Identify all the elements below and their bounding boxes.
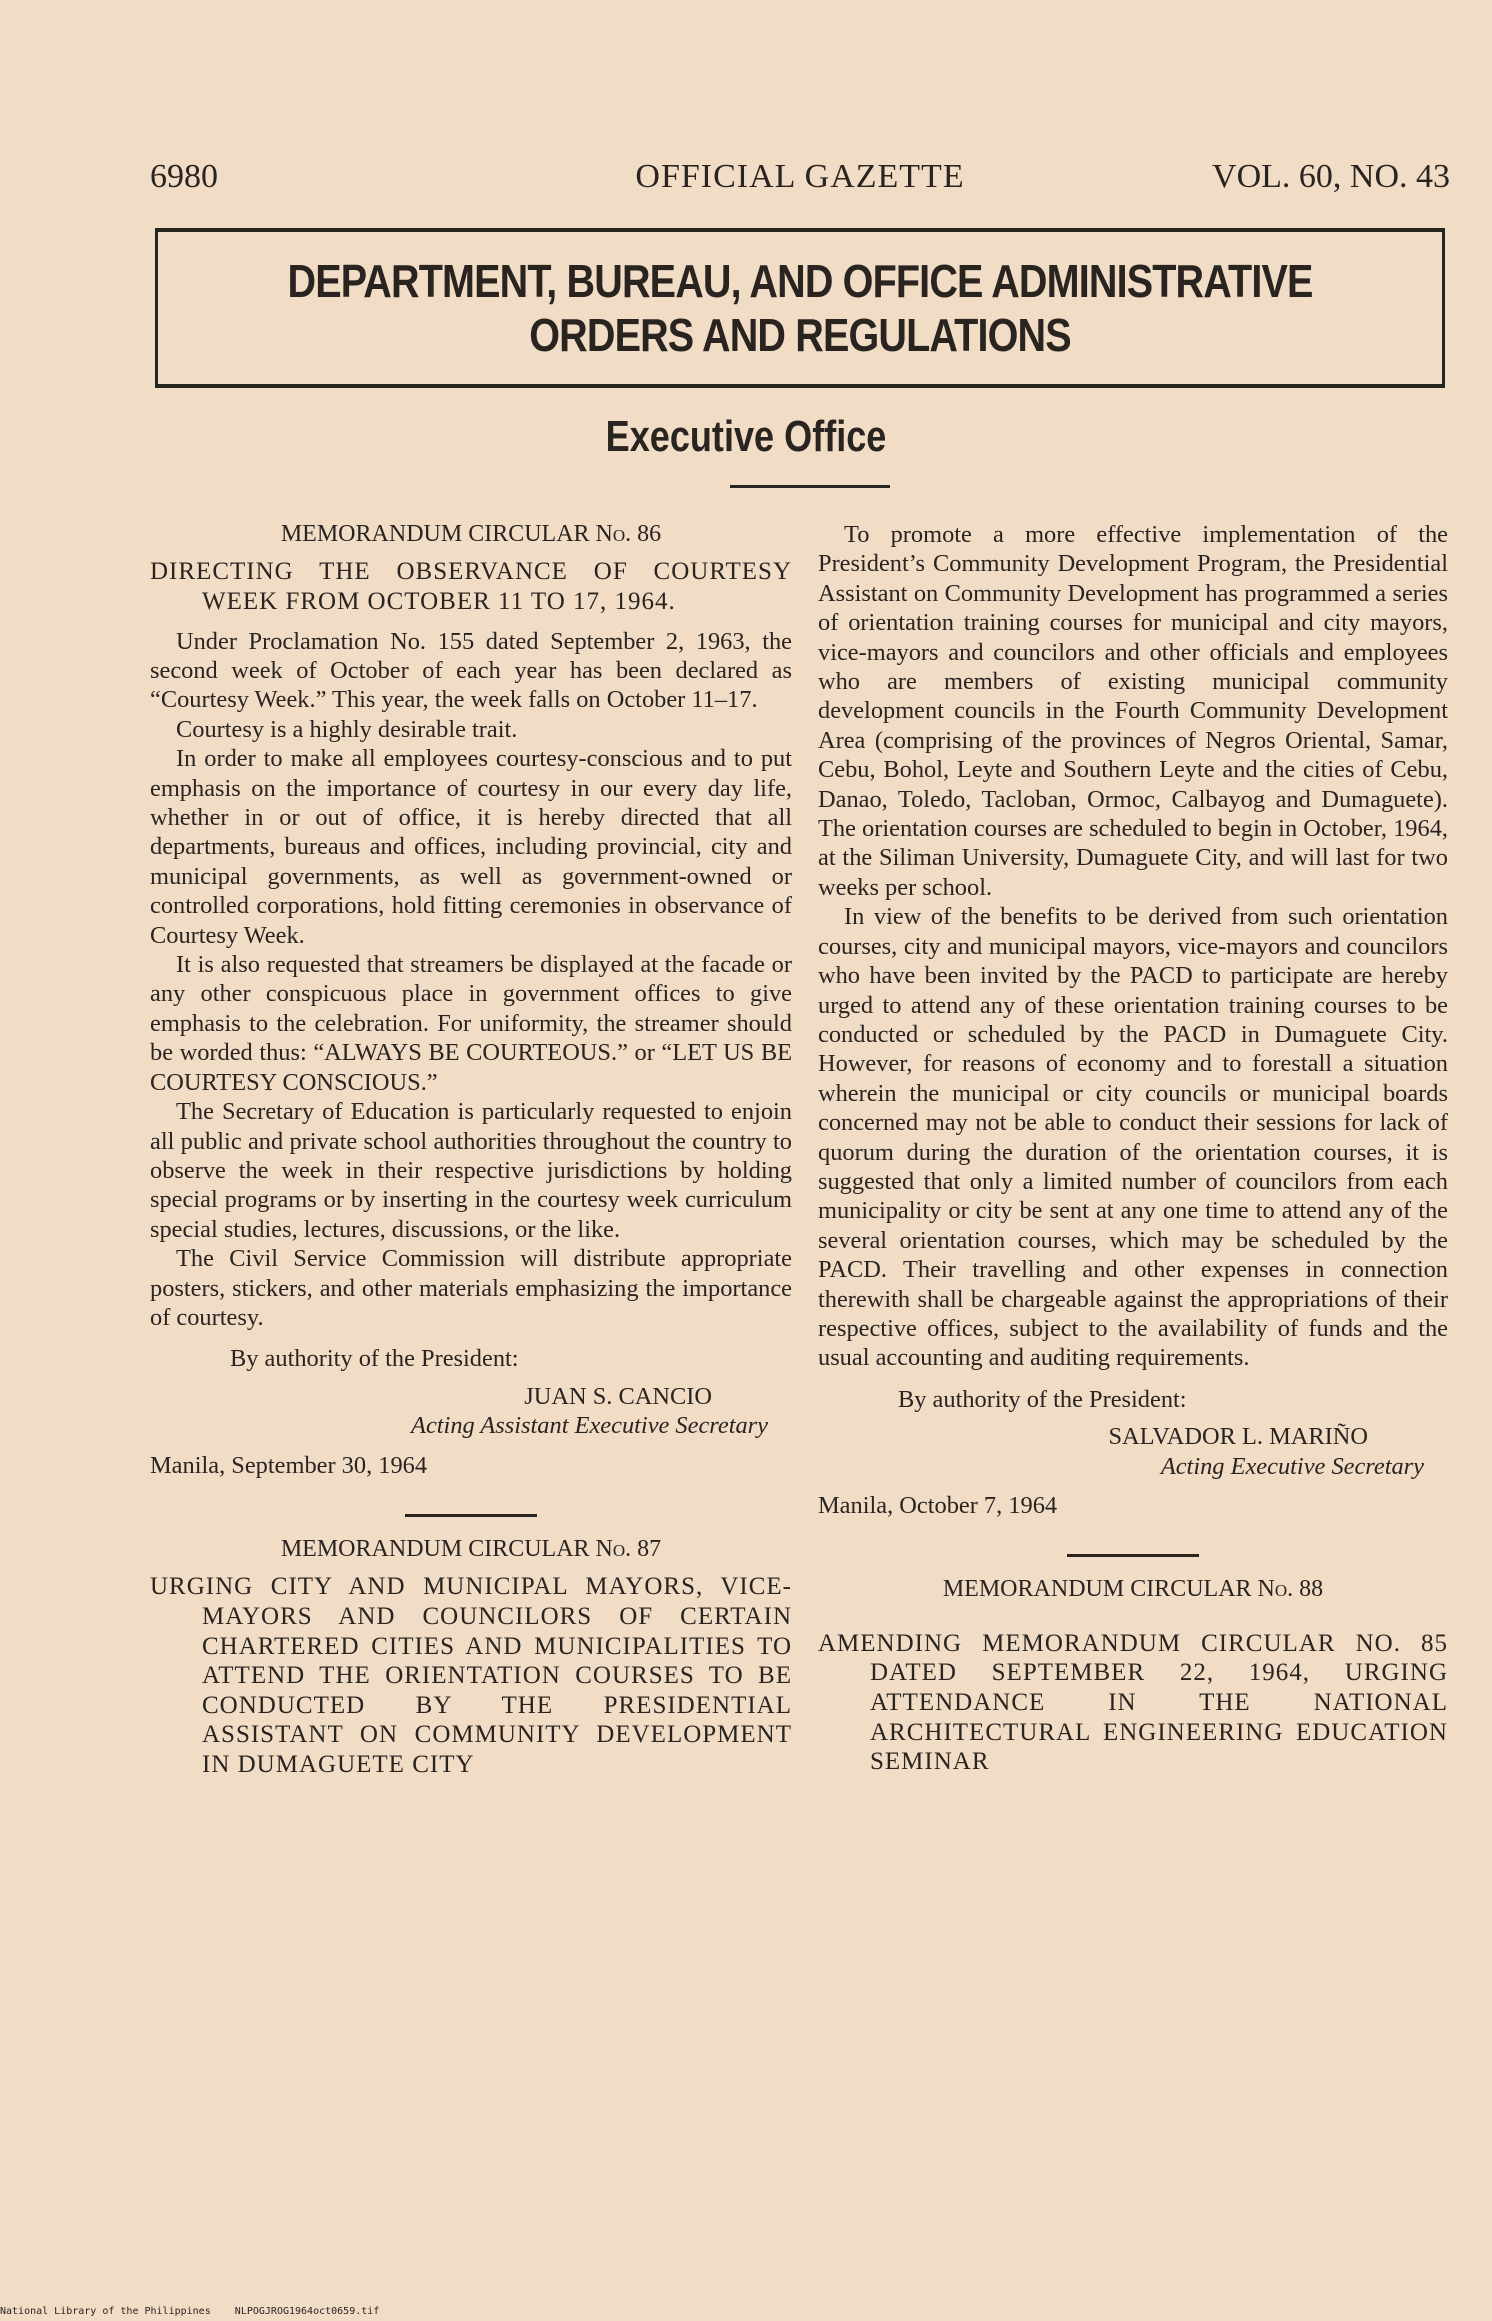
memo-86-date: Manila, September 30, 1964: [150, 1451, 428, 1479]
memo-87-signer: SALVADOR L. MARIÑO: [1108, 1423, 1368, 1451]
page-number: 6980: [150, 158, 218, 195]
divider: [1067, 1554, 1199, 1557]
left-column: [150, 520, 792, 1790]
banner-line-1: DEPARTMENT, BUREAU, AND OFFICE ADMINISTRATIVE: [287, 255, 1313, 307]
banner-line-2: ORDERS AND REGULATIONS: [529, 309, 1071, 361]
section-title: Executive Office: [605, 412, 887, 461]
memo-87-paragraph: To promote a more effective implementation of the President’s Community Development Program, the Presidential Assistant on Community Development has programmed a series of orientation training courses for municipal and city mayors, vice-mayors and councilors and other officials and employees who are members of existing municipal community development councils in the Fourth Community Development Area (comprising of the provinces of Negros Oriental, Samar, Cebu, Bohol, Leyte and Southern Leyte and the cities of Cebu, Danao, Toledo, Tacloban, Ormoc, Calbayog and Dumaguete). The orientation courses are scheduled to begin in October, 1964, at the Siliman University, Dumaguete City, and will last for two weeks per school.: [818, 521, 1448, 901]
memo-86-title: DIRECTING THE OBSERVANCE OF COURTESY WEEK FROM OCTOBER 11 TO 17, 1964.: [150, 558, 792, 615]
right-column: [818, 520, 1448, 1787]
memo-88-number: MEMORANDUM CIRCULAR No. 88: [942, 1576, 1324, 1603]
memo-87-authority: By authority of the President:: [898, 1385, 1187, 1413]
memo-86-paragraph: The Civil Service Commission will distribute appropriate posters, stickers, and other materials emphasizing the importance of courtesy.: [150, 1245, 792, 1331]
memo-86-paragraph: It is also requested that streamers be displayed at the facade or any other conspicuous place in government offices to give emphasis to the celebration. For uniformity, the streamer should be worded thus: “ALWAYS BE COURTEOUS.” or “LET US BE COURTESY CONSCIOUS.”: [150, 951, 792, 1096]
memo-87-paragraph: In view of the benefits to be derived from such orientation courses, city and municipal mayors, vice-mayors and councilors who have been invited by the PACD to participate are hereby urged to attend any of these orientation training courses to be conducted or scheduled by the PACD in Dumaguete City. However, for reasons of economy and to forestall a situation wherein the municipal or city councils or municipal boards concerned may not be able to conduct their sessions for lack of quorum during the duration of the orientation courses, it is suggested that only a limited number of councilors from each municipality or city be sent at any one time to attend any of the several orientation courses, which may be scheduled by the PACD. Their travelling and other expenses in connection therewith shall be chargeable against the appropriations of their respective offices, subject to the availability of funds and the usual accounting and auditing requirements.: [818, 903, 1448, 1372]
spacer: [818, 1613, 1448, 1629]
memo-86-number: MEMORANDUM CIRCULAR No. 86: [280, 521, 662, 547]
divider: [405, 1514, 537, 1517]
memo-87-signer-title: Acting Executive Secretary: [1160, 1452, 1424, 1480]
memo-86-paragraph: Under Proclamation No. 155 dated September 2, 1963, the second week of October of each year has been declared as “Courtesy Week.” This year, the week falls on October 11–17.: [150, 627, 792, 714]
scan-footer: National Library of the Philippines NLPOGJROG1964oct0659.tif: [0, 2306, 380, 2317]
banner-heading: [248, 254, 1352, 362]
memo-86-signer: JUAN S. CANCIO: [524, 1382, 712, 1410]
memo-86-signer-title: Acting Assistant Executive Secretary: [411, 1412, 768, 1440]
divider: [730, 485, 890, 488]
running-header: [150, 158, 1450, 208]
memo-87-number: MEMORANDUM CIRCULAR No. 87: [280, 1535, 662, 1562]
memo-86-paragraph: In order to make all employees courtesy-conscious and to put emphasis on the importance of courtesy in our every day life, whether in or out of office, it is hereby directed that all departments, bureaus and offices, including provincial, city and municipal governments, as well as government-owned or controlled corporations, hold fitting ceremonies in observance of Courtesy Week.: [150, 745, 792, 949]
memo-86-paragraph: Courtesy is a highly desirable trait.: [176, 715, 518, 743]
publication-title: OFFICIAL GAZETTE: [635, 158, 965, 195]
section-banner: [155, 228, 1445, 388]
memo-87-title: URGING CITY AND MUNICIPAL MAYORS, VICE-MAYORS AND COUNCILORS OF CERTAIN CHARTERED CITIES AND MUNICIPALITIES TO ATTEND THE ORIENTATION COURSES TO BE CONDUCTED BY THE PRESIDENTIAL ASSISTANT ON COMMUNITY DEVELOPMENT IN DUMAGUETE CITY: [150, 1573, 792, 1778]
memo-86-authority: By authority of the President:: [230, 1345, 519, 1373]
volume-number: VOL. 60, NO. 43: [1212, 158, 1450, 195]
memo-86-paragraph: The Secretary of Education is particularly requested to enjoin all public and private school authorities throughout the country to observe the week in their respective jurisdictions by holding special programs or by inserting in the courtesy week curriculum special studies, lectures, discussions, or the like.: [150, 1098, 792, 1243]
memo-88-title: AMENDING MEMORANDUM CIRCULAR NO. 85 DATED SEPTEMBER 22, 1964, URGING ATTENDANCE IN THE NATIONAL ARCHITECTURAL ENGINEERING EDUCATION SEMINAR: [818, 1629, 1448, 1776]
memo-87-date: Manila, October 7, 1964: [818, 1492, 1058, 1519]
